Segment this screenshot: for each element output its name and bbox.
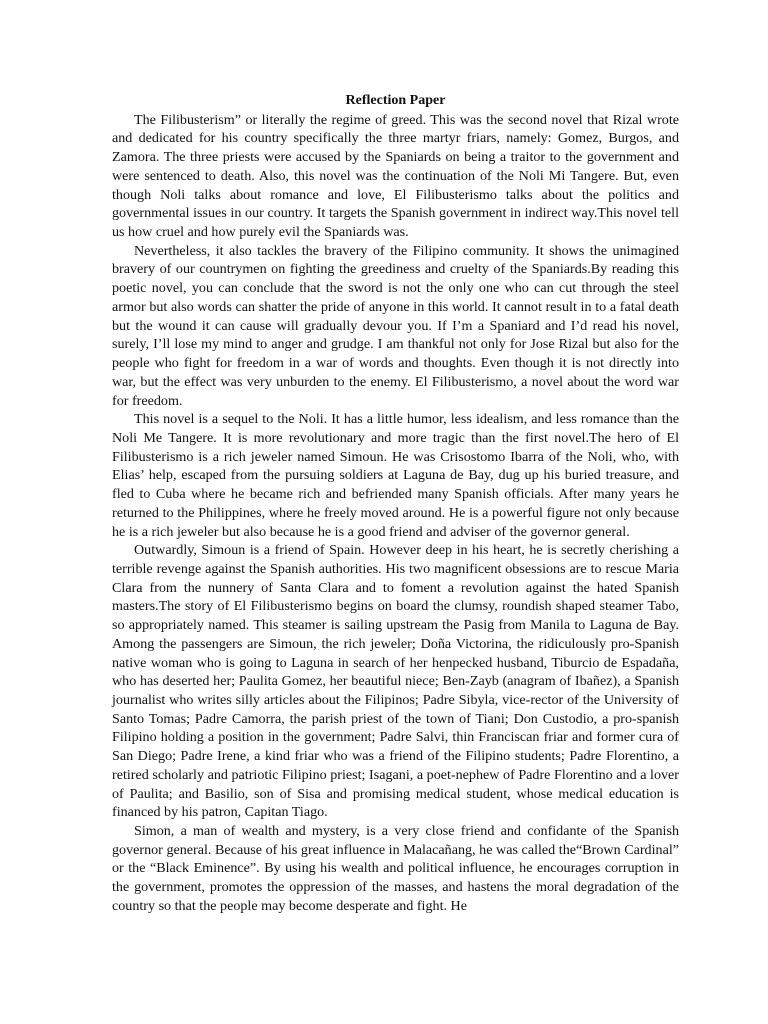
document-page [112,92,679,916]
document-title: Reflection Paper [345,93,446,108]
paragraph-3: This novel is a sequel to the Noli. It has a little humor, less idealism, and less romance than the Noli Me Tangere. It is more revolutionary and more tragic than the first novel.The hero of El Filibusterismo is a rich jeweler named Simoun. He was Crisostomo Ibarra of the Noli, who, with Elias’ help, escaped from the pursuing soldiers at Laguna de Bay, dug up his buried treasure, and fled to Cuba where he became rich and befriended many Spanish officials. After many years he returned to the Philippines, where he freely moved around. He is a powerful figure not only because he is a rich jeweler but also because he is a good friend and adviser of the governor general. [112,411,679,540]
paragraph-4: Outwardly, Simoun is a friend of Spain. However deep in his heart, he is secretly cherishing a terrible revenge against the Spanish authorities. His two magnificent obsessions are to rescue Maria Clara from the nunnery of Santa Clara and to foment a revolution against the hated Spanish masters.The story of El Filibusterismo begins on board the clumsy, roundish shaped steamer Tabo, so appropriately named. This steamer is sailing upstream the Pasig from Manila to Laguna de Bay. Among the passengers are Simoun, the rich jeweler; Doña Victorina, the ridiculously pro-Spanish native woman who is going to Laguna in search of her henpecked husband, Tiburcio de Espadaña, who has deserted her; Paulita Gomez, her beautiful niece; Ben-Zayb (anagram of Ibañez), a Spanish journalist who writes silly articles about the Filipinos; Padre Sibyla, vice-rector of the University of Santo Tomas; Padre Camorra, the parish priest of the town of Tiani; Don Custodio, a pro-spanish Filipino holding a position in the government; Padre Salvi, thin Franciscan friar and former cura of San Diego; Padre Irene, a kind friar who was a friend of the Filipino students; Padre Florentino, a retired scholarly and patriotic Filipino priest; Isagani, a poet-nephew of Padre Florentino and a lover of Paulita; and Basilio, son of Sisa and promising medical student, whose medical education is financed by his patron, Capitan Tiago. [112,542,679,821]
paragraph-2: Nevertheless, it also tackles the bravery of the Filipino community. It shows the unimagined bravery of our countrymen on fighting the greediness and cruelty of the Spaniards.By reading this poetic novel, you can conclude that the sword is not the only one who can cut through the steel armor but also words can shatter the pride of anyone in this world. It cannot result in to a fatal death but the wound it can cause will gradually devour you. If I’m a Spaniard and I’d read his novel, surely, I’ll lose my mind to anger and grudge. I am thankful not only for Jose Rizal but also for the people who fight for freedom in a war of words and thoughts. Even though it is not directly into war, but the effect was very unburden to the enemy. El Filibusterismo, a novel about the word war for freedom. [112,242,679,409]
paragraph-5: Simon, a man of wealth and mystery, is a very close friend and confidante of the Spanish governor general. Because of his great influence in Malacañang, he was called the“Brown Cardinal” or the “Black Eminence”. By using his wealth and political influence, he encourages corruption in the government, promotes the oppression of the masses, and hastens the moral degradation of the country so that the people may become desperate and fight. He [112,823,679,914]
paragraph-1: The Filibusterism” or literally the regime of greed. This was the second novel that Rizal wrote and dedicated for his country specifically the three martyr friars, namely: Gomez, Burgos, and Zamora. The three priests were accused by the Spaniards on being a traitor to the government and were sentenced to death. Also, this novel was the continuation of the Noli Mi Tangere. But, even though Noli talks about romance and love, El Filibusterismo talks about the politics and governmental issues in our country. It targets the Spanish government in indirect way.This novel tell us how cruel and how purely evil the Spaniards was. [112,111,679,241]
